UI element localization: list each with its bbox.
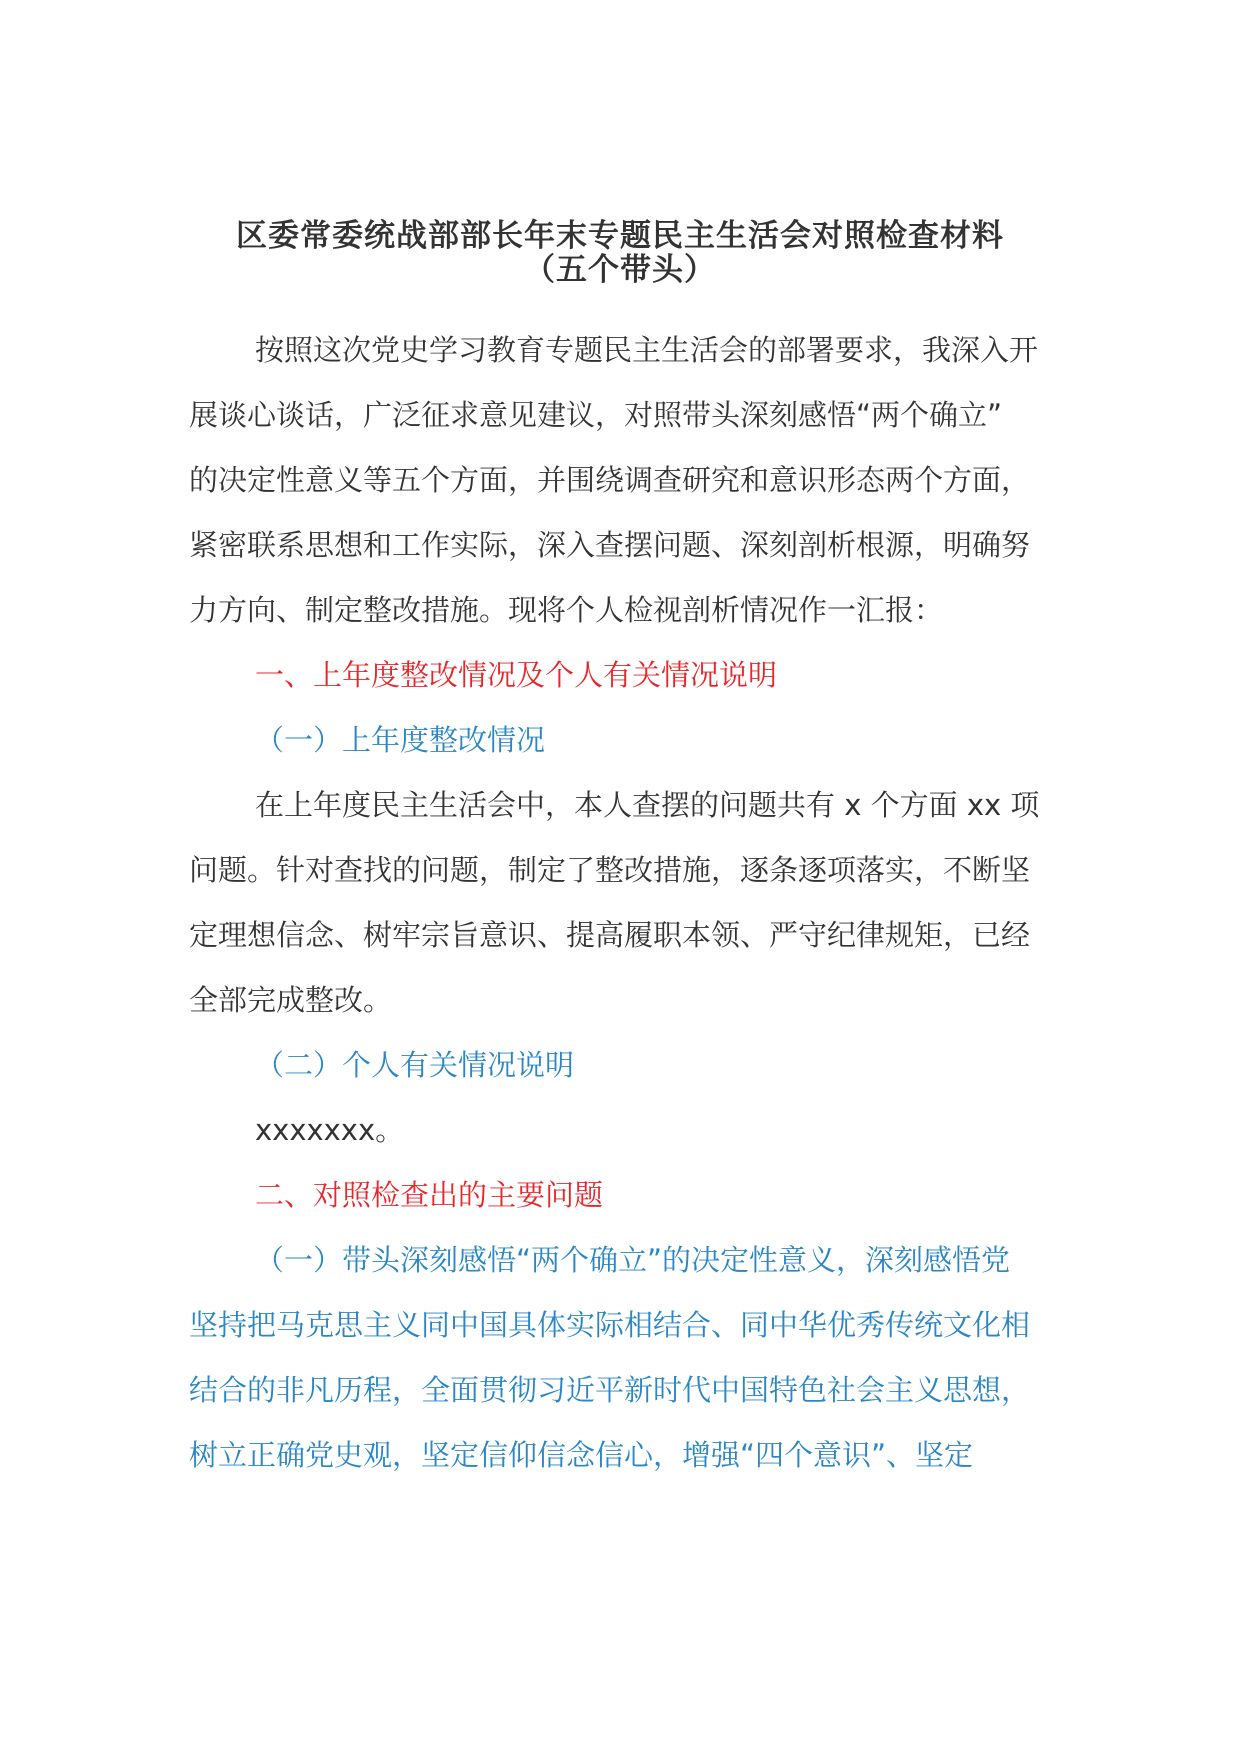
section-2-sub-1-line: （一）带头深刻感悟“两个确立”的决定性意义，深刻感悟党 — [255, 1243, 1011, 1277]
section-1-sub-1-line: 定理想信念、树牢宗旨意识、提高履职本领、严守纪律规矩，已经 — [189, 918, 1031, 952]
document-body — [189, 318, 1059, 1488]
section-1-sub-1-line: 全部完成整改。 — [189, 983, 393, 1017]
intro-paragraph-line: 的决定性意义等五个方面，并围绕调查研究和意识形态两个方面， — [189, 463, 1031, 497]
section-2-sub-1-line: 结合的非凡历程，全面贯彻习近平新时代中国特色社会主义思想， — [189, 1373, 1031, 1407]
section-1-sub-1-line: 问题。针对查找的问题，制定了整改措施，逐条逐项落实，不断坚 — [189, 853, 1031, 887]
document-title-line-2: （五个带头） — [524, 252, 716, 288]
section-1-sub-2-text: xxxxxxx。 — [255, 1113, 405, 1147]
section-1-heading: 一、上年度整改情况及个人有关情况说明 — [255, 658, 778, 692]
section-2-heading: 二、对照检查出的主要问题 — [255, 1178, 604, 1212]
intro-paragraph-line: 紧密联系思想和工作实际，深入查摆问题、深刻剖析根源，明确努 — [189, 528, 1031, 562]
intro-paragraph-line: 按照这次党史学习教育专题民主生活会的部署要求，我深入开 — [255, 333, 1039, 367]
section-2-sub-1-line: 坚持把马克思主义同中国具体实际相结合、同中华优秀传统文化相 — [189, 1308, 1031, 1342]
intro-paragraph-line: 力方向、制定整改措施。现将个人检视剖析情况作一汇报： — [189, 593, 944, 627]
section-1-subheading-1: （一）上年度整改情况 — [255, 723, 546, 757]
section-2-sub-1-line: 树立正确党史观，坚定信仰信念信心，增强“四个意识”、坚定 — [189, 1438, 974, 1472]
section-1-subheading-2: （二）个人有关情况说明 — [255, 1048, 575, 1082]
intro-paragraph-line: 展谈心谈话，广泛征求意见建议，对照带头深刻感悟“两个确立” — [189, 398, 1003, 432]
section-1-sub-1-line: 在上年度民主生活会中，本人查摆的问题共有 x 个方面 xx 项 — [255, 788, 1040, 822]
document-title-line-1: 区委常委统战部部长年末专题民主生活会对照检查材料 — [236, 218, 1004, 254]
